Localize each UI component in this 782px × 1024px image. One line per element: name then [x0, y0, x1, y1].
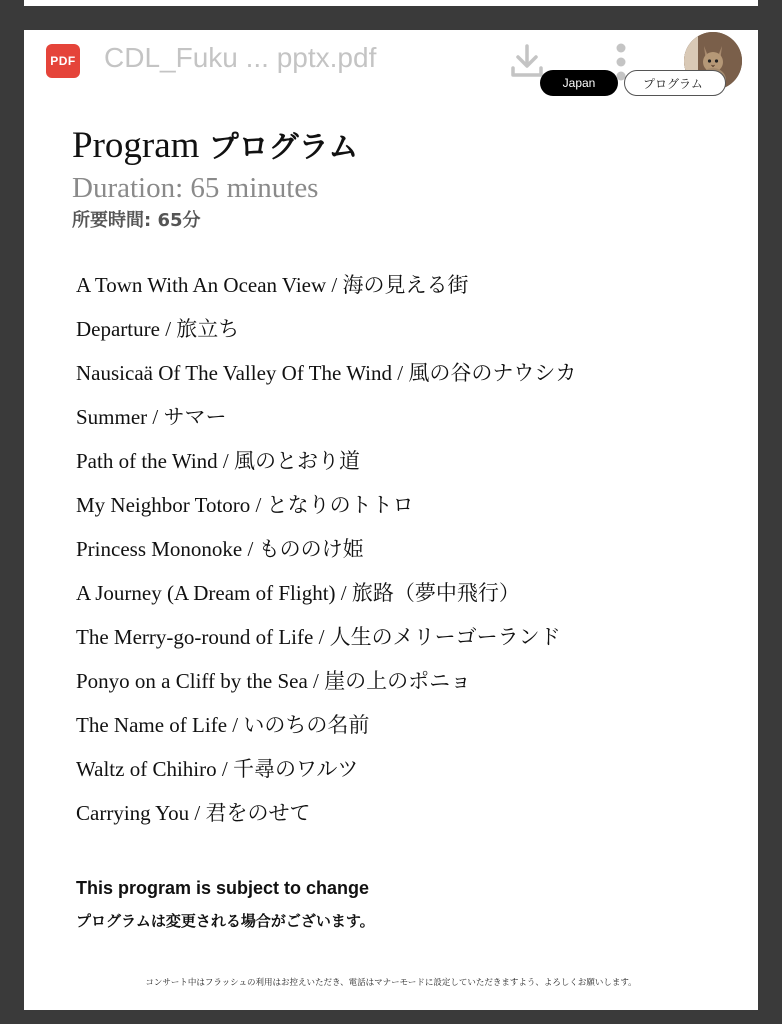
program-item: My Neighbor Totoro / となりのトトロ — [76, 493, 414, 517]
tag-chip-japan[interactable]: Japan — [540, 70, 618, 96]
program-item: The Merry-go-round of Life / 人生のメリーゴーランド — [76, 625, 561, 649]
program-item: A Journey (A Dream of Flight) / 旅路（夢中飛行） — [76, 581, 520, 605]
program-item: Departure / 旅立ち — [76, 317, 240, 341]
footer-note: コンサート中はフラッシュの利用はお控えいただき、電話はマナーモードに設定していただきますよう、よろしくお願いします。 — [145, 978, 637, 988]
pdf-file-icon: PDF — [46, 44, 80, 78]
program-list — [76, 268, 576, 840]
pdf-page — [24, 30, 758, 1010]
program-item: Ponyo on a Cliff by the Sea / 崖の上のポニョ — [76, 669, 472, 693]
download-icon[interactable] — [510, 43, 544, 79]
change-notice-english: This program is subject to change — [76, 878, 370, 898]
title-english: Program — [72, 125, 200, 166]
program-item: Summer / サマー — [76, 405, 227, 429]
previous-page-edge — [24, 0, 758, 6]
program-item: A Town With An Ocean View / 海の見える街 — [76, 273, 469, 297]
change-notice-japanese: プログラムは変更される場合がございます。 — [76, 912, 375, 930]
program-item: Nausicaä Of The Valley Of The Wind / 風の谷のナウシカ — [76, 361, 577, 385]
program-item: Path of the Wind / 風のとおり道 — [76, 449, 361, 473]
program-item: Princess Mononoke / もののけ姫 — [76, 537, 364, 561]
tag-chip-program[interactable]: プログラム — [624, 70, 726, 96]
duration-english: Duration: 65 minutes — [72, 172, 319, 204]
document-title — [72, 122, 358, 167]
program-item: The Name of Life / いのちの名前 — [76, 713, 370, 737]
program-item: Carrying You / 君をのせて — [76, 801, 311, 825]
program-item: Waltz of Chihiro / 千尋のワルツ — [76, 757, 359, 781]
title-japanese: プログラム — [208, 130, 359, 165]
duration-japanese: 所要時間: 65分 — [72, 210, 201, 231]
file-name-title: CDL_Fuku ... pptx.pdf — [104, 42, 377, 73]
